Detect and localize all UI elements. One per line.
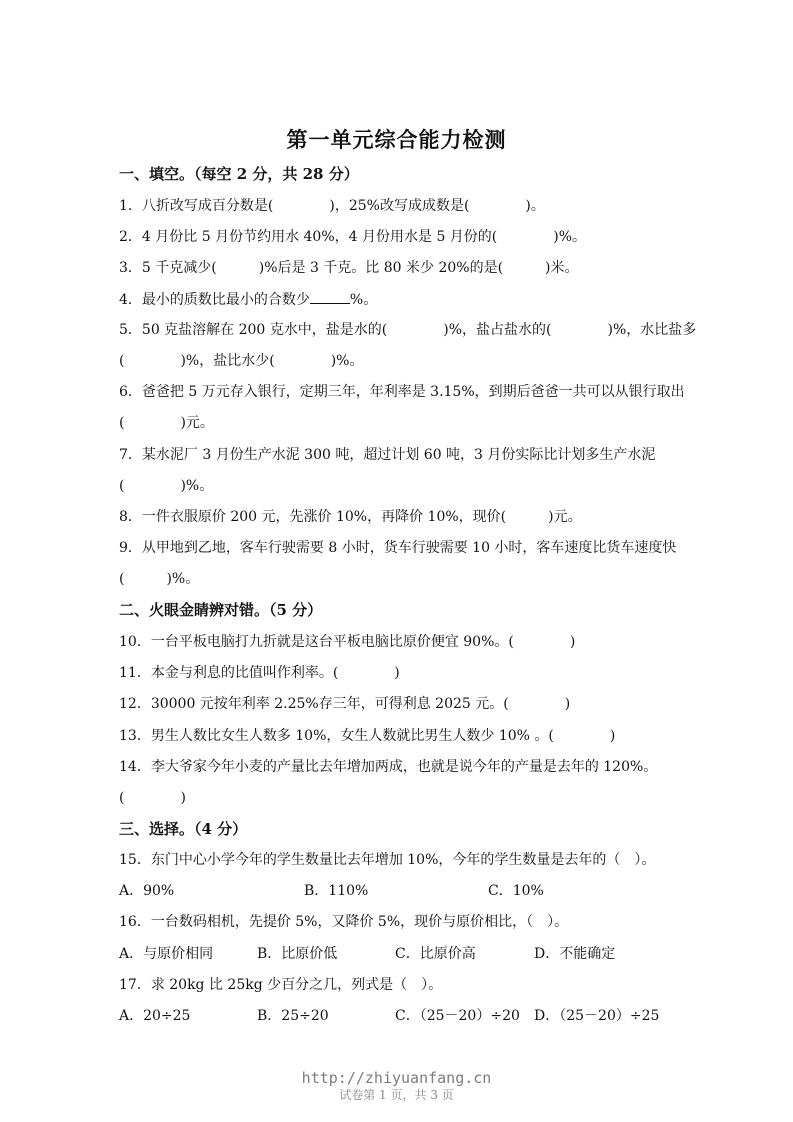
- section-choice-heading: 三、选择。（4 分）: [119, 820, 248, 838]
- question-3: 3．5 千克减少( )%后是 3 千克。比 80 米少 20%的是( )米。: [119, 260, 579, 276]
- section-true-false-heading: 二、火眼金睛辨对错。（5 分）: [119, 601, 323, 619]
- question-16: 16．一台数码相机，先提价 5%，又降价 5%，现价与原价相比，（ ）。: [119, 914, 569, 930]
- question-8: 8．一件衣服原价 200 元，先涨价 10%，再降价 10%，现价( )元。: [119, 509, 582, 525]
- question-16-option-b: B．比原价低: [257, 946, 338, 962]
- question-2: 2．4 月份比 5 月份节约用水 40%，4 月份用水是 5 月份的( )%。: [119, 229, 587, 245]
- question-7-line-2: ( )%。: [119, 478, 214, 494]
- question-17-option-c: C．（25－20）÷20: [395, 1008, 520, 1024]
- question-13: 13．男生人数比女生人数多 10%，女生人数就比男生人数少 10% 。( ): [119, 728, 616, 744]
- question-4-text: 4．最小的质数比最小的合数少: [119, 292, 310, 308]
- question-1: 1．八折改写成百分数是( )，25%改写成成数是( )。: [119, 198, 545, 214]
- page-title: 第一单元综合能力检测: [286, 127, 507, 152]
- page-footer: 试卷第 1 页，共 3 页: [339, 1088, 454, 1102]
- question-7-line-1: 7．某水泥厂 3 月份生产水泥 300 吨，超过计划 60 吨，3 月份实际比计划多生产水泥: [119, 447, 656, 463]
- question-5-line-2: ( )%，盐比水少( )%。: [119, 353, 364, 369]
- watermark-url: http://zhiyuanfang.cn: [301, 1069, 492, 1087]
- question-15-option-c: C．10%: [488, 883, 544, 899]
- question-6-line-1: 6．爸爸把 5 万元存入银行，定期三年，年利率是 3.15%，到期后爸爸一共可以从银行取出: [119, 384, 685, 400]
- question-4-suffix: %。: [349, 292, 378, 308]
- section-fill-blank-heading: 一、填空。（每空 2 分，共 28 分）: [119, 165, 359, 183]
- question-16-option-a: A．与原价相同: [119, 946, 214, 962]
- question-14-line-1: 14．李大爷家今年小麦的产量比去年增加两成，也就是说今年的产量是去年的 120%。: [119, 759, 658, 775]
- question-15-option-b: B．110%: [304, 883, 369, 899]
- question-15: 15．东门中心小学今年的学生数量比去年增加 10%，今年的学生数量是去年的（ ）。: [119, 852, 656, 868]
- question-17-option-a: A．20÷25: [119, 1008, 191, 1024]
- question-11: 11．本金与利息的比值叫作利率。( ): [119, 665, 400, 681]
- question-10: 10．一台平板电脑打九折就是这台平板电脑比原价便宜 90%。( ): [119, 634, 576, 650]
- question-12: 12．30000 元按年利率 2.25%存三年，可得利息 2025 元。( ): [119, 696, 571, 712]
- question-17: 17．求 20kg 比 25kg 少百分之几，列式是（ ）。: [119, 977, 443, 993]
- question-4-blank: [310, 289, 350, 304]
- question-4: [119, 289, 377, 310]
- question-9-line-2: ( )%。: [119, 571, 200, 587]
- question-15-option-a: A．90%: [119, 883, 175, 899]
- question-5-line-1: 5．50 克盐溶解在 200 克水中，盐是水的( )%，盐占盐水的( )%，水比盐多: [119, 322, 697, 338]
- question-16-option-d: D．不能确定: [534, 946, 616, 962]
- question-6-line-2: ( )元。: [119, 415, 214, 431]
- question-14-line-2: ( ): [119, 790, 186, 806]
- question-16-option-c: C．比原价高: [395, 946, 476, 962]
- question-9-line-1: 9．从甲地到乙地，客车行驶需要 8 小时，货车行驶需要 10 小时，客车速度比货车速度快: [119, 540, 677, 556]
- question-17-option-d: D．（25－20）÷25: [534, 1008, 660, 1024]
- question-17-option-b: B．25÷20: [257, 1008, 329, 1024]
